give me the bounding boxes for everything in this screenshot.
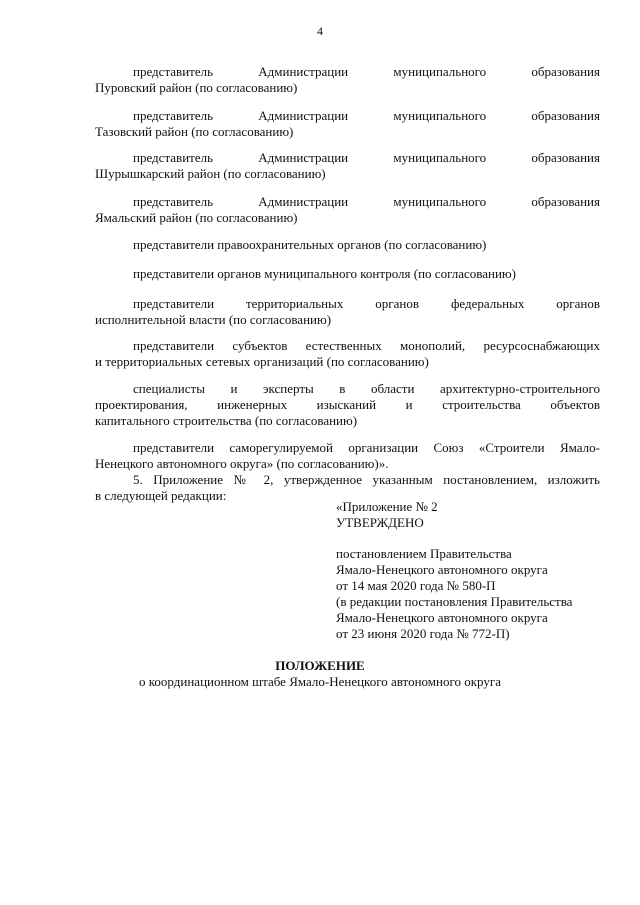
item-line: Ненецкого автономного округа» (по согласованию)». bbox=[95, 456, 389, 471]
list-item bbox=[95, 296, 600, 328]
item-line: Шурышкарский район (по согласованию) bbox=[95, 166, 326, 181]
list-item bbox=[95, 266, 600, 282]
paragraph-line: в следующей редакции: bbox=[95, 488, 227, 503]
approved-label: УТВЕРЖДЕНО bbox=[336, 515, 424, 530]
approval-line: Ямало-Ненецкого автономного округа bbox=[336, 562, 548, 577]
list-item bbox=[95, 440, 600, 472]
document-title: ПОЛОЖЕНИЕ bbox=[275, 658, 365, 673]
annex-label: «Приложение № 2 bbox=[336, 499, 438, 514]
item-line: представители правоохранительных органов (по согласованию) bbox=[133, 237, 487, 252]
item-line: представители территориальных органов федеральных органов bbox=[133, 296, 600, 311]
item-line: представители субъектов естественных монополий, ресурсоснабжающих bbox=[133, 338, 600, 353]
item-line: представитель Администрации муниципального образования bbox=[133, 108, 600, 123]
approval-line: (в редакции постановления Правительства bbox=[336, 594, 573, 609]
item-line: Пуровский район (по согласованию) bbox=[95, 80, 298, 95]
item-line: представитель Администрации муниципального образования bbox=[133, 64, 600, 79]
item-line: представители саморегулируемой организации Союз «Строители Ямало- bbox=[133, 440, 600, 455]
approval-line: Ямало-Ненецкого автономного округа bbox=[336, 610, 548, 625]
item-line: специалисты и эксперты в области архитектурно-строительного bbox=[133, 381, 600, 396]
item-line: Тазовский район (по согласованию) bbox=[95, 124, 294, 139]
list-item bbox=[95, 194, 600, 226]
list-item bbox=[95, 64, 600, 96]
list-item bbox=[95, 381, 600, 429]
list-item bbox=[95, 237, 600, 253]
item-line: представители органов муниципального контроля (по согласованию) bbox=[133, 266, 516, 281]
list-item bbox=[95, 108, 600, 140]
list-item bbox=[95, 338, 600, 370]
item-line: Ямальский район (по согласованию) bbox=[95, 210, 298, 225]
item-line: капитального строительства (по согласованию) bbox=[95, 413, 358, 428]
list-item bbox=[95, 150, 600, 182]
item-line: представитель Администрации муниципального образования bbox=[133, 150, 600, 165]
approval-line: от 23 июня 2020 года № 772-П) bbox=[336, 626, 510, 641]
item-line: исполнительной власти (по согласованию) bbox=[95, 312, 332, 327]
paragraph-line: 5. Приложение № 2, утвержденное указанным постановлением, изложить bbox=[133, 472, 600, 487]
item-line: представитель Администрации муниципального образования bbox=[133, 194, 600, 209]
document-subtitle: о координационном штабе Ямало-Ненецкого автономного округа bbox=[139, 674, 501, 689]
item-line: проектирования, инженерных изысканий и строительства объектов bbox=[95, 397, 600, 412]
approval-line: от 14 мая 2020 года № 580-П bbox=[336, 578, 496, 593]
approval-line: постановлением Правительства bbox=[336, 546, 512, 561]
page-number: 4 bbox=[317, 24, 323, 38]
item-line: и территориальных сетевых организаций (по согласованию) bbox=[95, 354, 429, 369]
